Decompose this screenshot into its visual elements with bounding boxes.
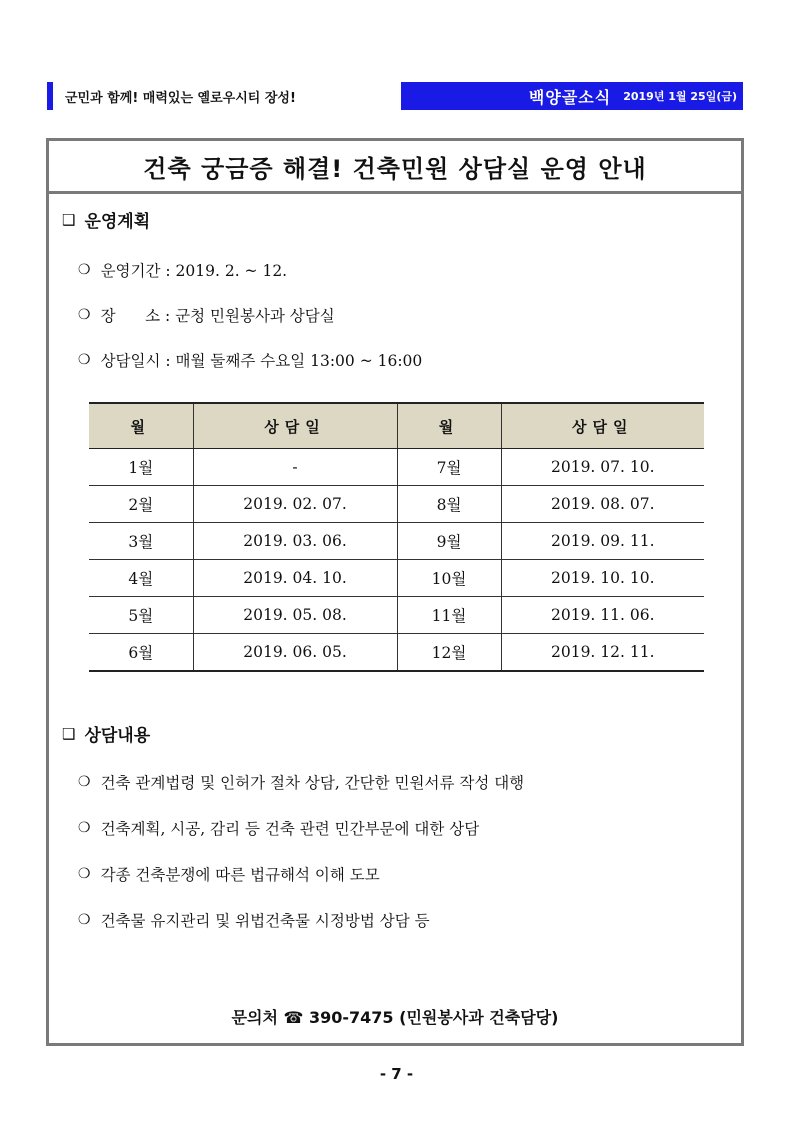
issue-date: 2019년 1월 25일(금) xyxy=(623,90,737,103)
page-title: 건축 궁금증 해결! 건축민원 상담실 운영 안내 xyxy=(49,141,741,194)
table-cell: - xyxy=(193,449,397,486)
list-item xyxy=(78,349,422,371)
table-cell: 10월 xyxy=(397,560,501,597)
column-header: 상담일 xyxy=(193,403,397,449)
square-bullet-icon: ❑ xyxy=(62,724,76,743)
table-row xyxy=(89,597,704,634)
header-left xyxy=(47,82,387,110)
section-title: 운영계획 xyxy=(84,212,151,232)
contact-info: 문의처 ☎ 390-7475 (민원봉사과 건축담당) xyxy=(231,1008,559,1027)
table-cell: 12월 xyxy=(397,634,501,672)
header-slogan: 군민과 함께! 매력있는 옐로우시티 장성! xyxy=(65,90,296,106)
circle-bullet-icon: ❍ xyxy=(78,912,91,928)
list-item xyxy=(78,863,380,885)
table-cell: 1월 xyxy=(89,449,193,486)
circle-bullet-icon: ❍ xyxy=(78,352,91,368)
table-cell: 8월 xyxy=(397,486,501,523)
circle-bullet-icon: ❍ xyxy=(78,774,91,790)
square-bullet-icon: ❑ xyxy=(62,210,76,229)
table-row xyxy=(89,634,704,672)
notice-frame xyxy=(46,138,744,1046)
table-cell: 11월 xyxy=(397,597,501,634)
circle-bullet-icon: ❍ xyxy=(78,866,91,882)
page-number: - 7 - xyxy=(379,1065,414,1083)
list-item xyxy=(78,304,335,326)
table-cell: 2019. 08. 07. xyxy=(501,486,704,523)
table-cell: 2019. 10. 10. xyxy=(501,560,704,597)
list-item xyxy=(78,817,479,839)
table-cell: 2019. 04. 10. xyxy=(193,560,397,597)
section-heading-content xyxy=(62,721,150,746)
schedule-table xyxy=(89,402,704,672)
table-cell: 2019. 12. 11. xyxy=(501,634,704,672)
table-cell: 2019. 02. 07. xyxy=(193,486,397,523)
table-row xyxy=(89,486,704,523)
table-cell: 7월 xyxy=(397,449,501,486)
table-cell: 2019. 09. 11. xyxy=(501,523,704,560)
content-item: 각종 건축분쟁에 따른 법규해석 이해 도모 xyxy=(100,866,380,884)
content-item: 건축계획, 시공, 감리 등 건축 관련 민간부문에 대한 상담 xyxy=(100,820,480,838)
newsletter-name: 백양골소식 xyxy=(528,87,612,107)
header-accent-bar xyxy=(47,82,53,110)
content-item: 건축 관계법령 및 인허가 절차 상담, 간단한 민원서류 작성 대행 xyxy=(100,774,525,792)
table-row xyxy=(89,449,704,486)
content-item: 건축물 유지관리 및 위법건축물 시정방법 상담 등 xyxy=(100,912,430,930)
circle-bullet-icon: ❍ xyxy=(78,820,91,836)
list-item xyxy=(78,771,524,793)
table-cell: 4월 xyxy=(89,560,193,597)
column-header: 월 xyxy=(397,403,501,449)
plan-location: 장 소 : 군청 민원봉사과 상담실 xyxy=(100,307,335,325)
section-title: 상담내용 xyxy=(84,726,151,746)
column-header: 월 xyxy=(89,403,193,449)
newsletter-banner xyxy=(401,82,743,110)
plan-schedule: 상담일시 : 매월 둘째주 수요일 13:00 ~ 16:00 xyxy=(100,352,423,370)
table-cell: 6월 xyxy=(89,634,193,672)
table-row xyxy=(89,523,704,560)
plan-period: 운영기간 : 2019. 2. ~ 12. xyxy=(100,262,288,280)
table-row xyxy=(89,560,704,597)
table-cell: 2019. 03. 06. xyxy=(193,523,397,560)
table-cell: 2019. 11. 06. xyxy=(501,597,704,634)
table-cell: 2019. 05. 08. xyxy=(193,597,397,634)
list-item xyxy=(78,259,287,281)
table-cell: 2019. 07. 10. xyxy=(501,449,704,486)
table-header-row xyxy=(89,403,704,449)
section-heading-plan xyxy=(62,207,150,232)
table-cell: 2월 xyxy=(89,486,193,523)
list-item xyxy=(78,909,430,931)
table-cell: 9월 xyxy=(397,523,501,560)
table-cell: 3월 xyxy=(89,523,193,560)
circle-bullet-icon: ❍ xyxy=(78,307,91,323)
table-cell: 5월 xyxy=(89,597,193,634)
table-cell: 2019. 06. 05. xyxy=(193,634,397,672)
circle-bullet-icon: ❍ xyxy=(78,262,91,278)
column-header: 상담일 xyxy=(501,403,704,449)
